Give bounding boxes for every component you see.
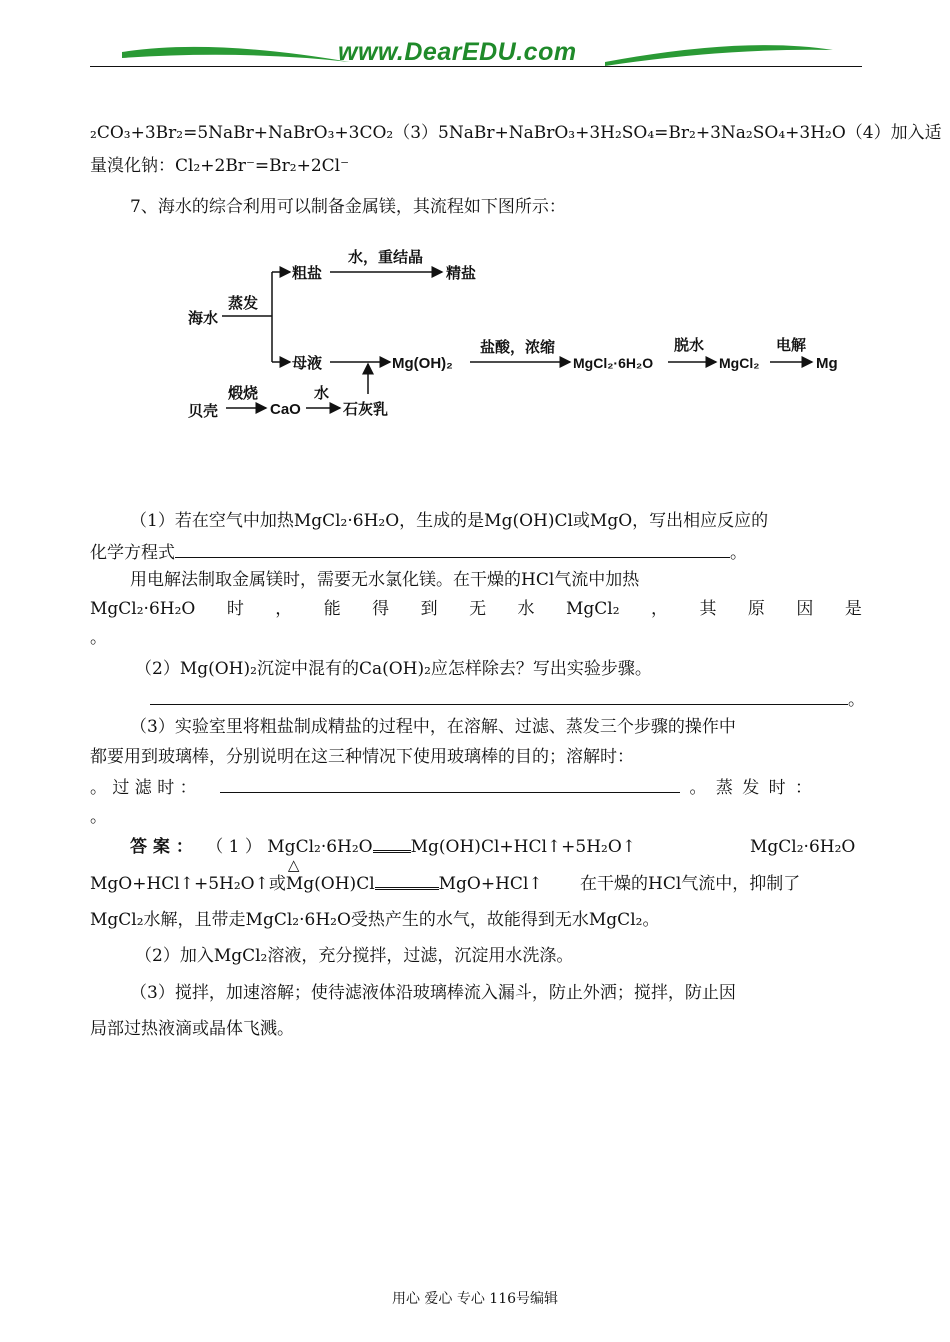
answer-line2c: MgO+HCl↑ [438,874,543,894]
answer-line-1 [130,836,902,858]
answer-line-4: （2）加入MgCl₂溶液，充分搅拌，过滤，沉淀用水洗涤。 [135,946,574,966]
diagram-refined-salt: 精盐 [446,265,477,282]
answer-part1c: MgCl₂·6H₂O [750,837,856,857]
sub1-word: 无 [469,599,487,619]
prev-answer-line-1: ₂CO₃+3Br₂=5NaBr+NaBrO₃+3CO₂（3）5NaBr+NaBrO₃+3H₂SO₄=Br₂+3Na₂SO₄+3H₂O（4）加入适 [90,123,942,143]
diagram-dehydrate: 脱水 [674,337,705,354]
equilibrium-sign-2 [375,880,439,890]
diagram-water: 水 [314,385,330,402]
answer-blank-1[interactable] [175,541,730,558]
sub1-word: 其 [699,599,717,619]
sub1-line-a: （1）若在空气中加热MgCl₂·6H₂O，生成的是Mg(OH)Cl或MgO，写出相应反应的 [130,511,769,531]
answer-line2b: Mg(OH)Cl [285,874,375,894]
sub1-word: 能 [323,599,341,619]
prev-answer-line-2: 量溴化钠：Cl₂+2Br⁻=Br₂+2Cl⁻ [90,156,350,176]
answer-line-3: MgCl₂水解，且带走MgCl₂·6H₂O受热产生的水气，故能得到无水MgCl₂。 [90,910,660,930]
sub1-word: MgCl₂·6H₂O [90,599,196,619]
sub3-line-b: 都要用到玻璃棒，分别说明在这三种情况下使用玻璃棒的目的；溶解时： [90,747,634,767]
diagram-calcine: 煅烧 [228,385,259,402]
sub1-word: 得 [372,599,390,619]
sub1-label: 化学方程式 [90,543,175,563]
sub1-line-b [90,541,862,564]
sub3-line-a: （3）实验室里将粗盐制成精盐的过程中，在溶解、过滤、蒸发三个步骤的操作中 [130,717,736,737]
sub1-word: ， [651,599,668,619]
answer-blank-filter[interactable] [220,776,680,793]
sub3-line-c [90,776,862,799]
answer-part1: （ 1 ） MgCl₂·6H₂O [206,837,373,857]
diagram-mg: Mg [816,355,838,372]
answer-line-2 [90,856,862,895]
diagram-cao: CaO [270,401,301,418]
diagram-seawater: 海水 [188,310,219,327]
diagram-mgcl2: MgCl₂ [719,355,760,371]
sub1-line-c: 用电解法制取金属镁时，需要无水氯化镁。在干燥的HCl气流中加热 [130,570,640,590]
answer-part1b: Mg(OH)Cl+HCl↑+5H₂O↑ [410,837,637,857]
diagram-shell: 贝壳 [188,403,219,420]
sub3-filter-label: 。 过 滤 时 ： [90,778,197,798]
diagram-recrystallize: 水，重结晶 [348,249,424,266]
diagram-evaporate: 蒸发 [228,295,259,312]
sub1-word: 到 [420,599,438,619]
sub1-word: MgCl₂ [565,599,620,619]
page-footer: 用心 爱心 专心 116号编辑 [391,1291,559,1307]
sub2-line-a: （2）Mg(OH)₂沉淀中混有的Ca(OH)₂应怎样除去？写出实验步骤。 [135,659,652,679]
sub1-word: 因 [796,599,814,619]
answer-blank-2[interactable] [150,688,848,705]
diagram-electrolysis: 电解 [776,337,807,354]
sub1-line-d [90,598,862,620]
answer-label: 答 案 ： [130,837,193,857]
sub1-line-e: 。 [90,628,107,648]
sub1-word: ， [275,599,293,619]
sub3-evap-label: 。 蒸 发 时 ： [689,778,815,798]
header-rule [90,66,862,67]
equilibrium-sign-1 [373,843,411,853]
sub2-line-b [90,688,865,711]
diagram-crude-salt: 粗盐 [292,265,323,282]
question-title: 7、海水的综合利用可以制备金属镁，其流程如下图所示： [130,197,566,217]
answer-line-5: （3）搅拌，加速溶解；使待滤液体沿玻璃棒流入漏斗，防止外洒；搅拌，防止因 [130,983,736,1003]
diagram-mgcl2-6h2o: MgCl₂·6H₂O [573,355,654,371]
answer-line2d: 在干燥的HCl气流中，抑制了 [580,874,801,894]
sub1-word: 是 [844,599,862,619]
sub1-word: 原 [747,599,765,619]
answer-line-6: 局部过热液滴或晶体飞溅。 [90,1019,294,1039]
site-logo[interactable]: www.DearEDU.com [338,38,577,66]
sub1-word: 水 [517,599,535,619]
heat-symbol: △ [287,856,300,874]
flow-diagram [180,238,860,428]
sub3-line-d: 。 [90,807,107,827]
answer-line2a: MgO+HCl↑+5H₂O↑或 [90,874,286,894]
sub1-end: 。 [730,543,747,563]
answer-line2b-wrap [285,856,375,894]
diagram-lime-milk: 石灰乳 [343,401,389,418]
sub1-word: 时 [226,599,244,619]
diagram-mother-liquor: 母液 [292,355,323,372]
diagram-hcl-concentrate: 盐酸，浓缩 [480,339,556,356]
diagram-mgoh2: Mg(OH)₂ [392,355,453,372]
sub2-end: 。 [848,690,865,710]
